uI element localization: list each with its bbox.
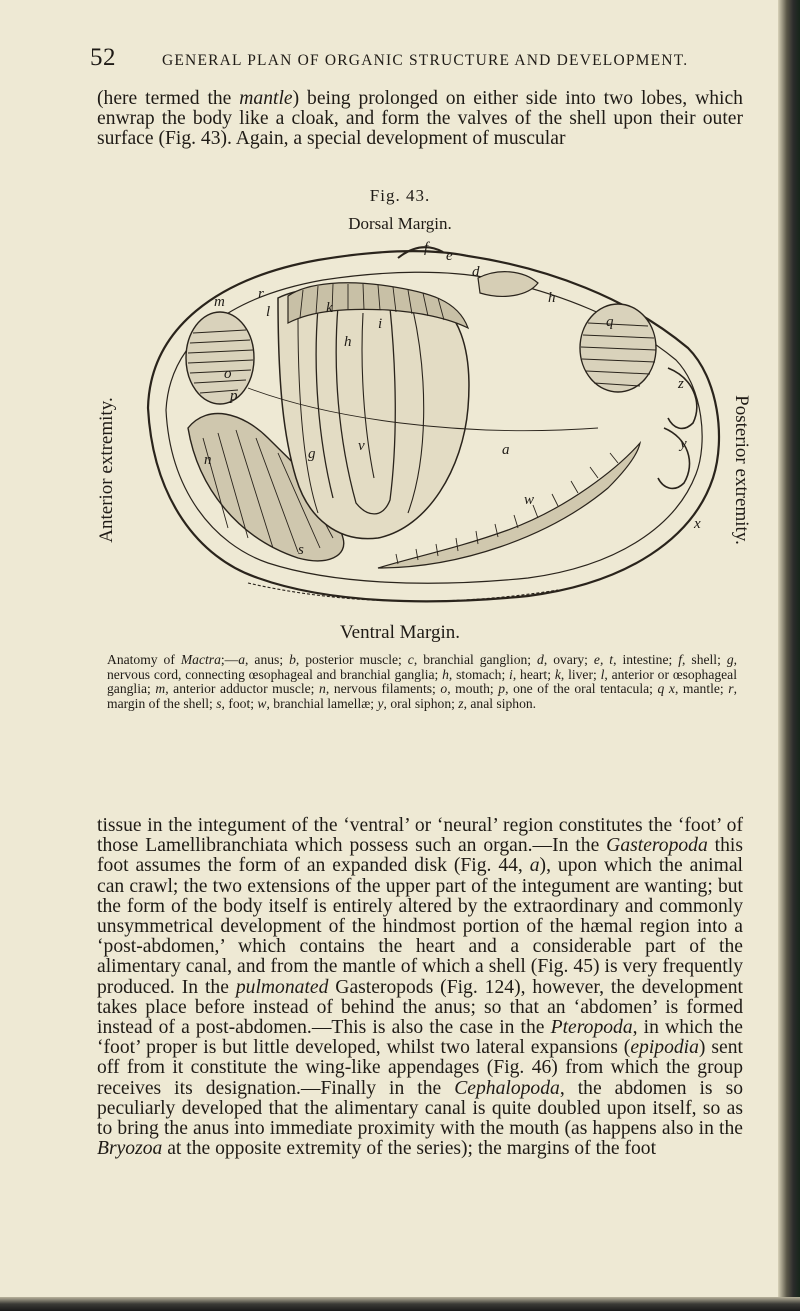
cap-34: q x: [657, 681, 675, 696]
mactra-anatomy-illustration: [128, 238, 728, 614]
para2-italic-bryozoa: Bryozoa: [97, 1138, 163, 1160]
label-i: i: [378, 316, 383, 332]
cap-2: Mactra: [180, 652, 221, 667]
posterior-label-box: [726, 345, 756, 595]
label-y: y: [680, 436, 687, 452]
anterior-extremity-label: Anterior extremity.: [96, 397, 117, 543]
cap-18: h: [442, 666, 449, 682]
cap-43: , oral siphon;: [383, 695, 459, 711]
para2-text-3: this foot assumes the form of an expanded disk (Fig. 44,: [97, 835, 743, 877]
label-s: s: [298, 542, 304, 558]
para2-text-7: Gasteropods (Fig. 124), however, the development takes place before instead of behind the anus; so that an ‘abdomen’ is formed instead of a post-abdomen.—This is also the case in the: [97, 976, 743, 1039]
ventral-margin-label: Ventral Margin.: [340, 622, 460, 643]
para2-text-5: ), upon which the animal can crawl; the two extensions of the upper part of the integument are wanting; but the form of the body itself is entirely altered by the extraordinary and commonly unsymmetrical development of the hindmost portion of the hæmal region into a ‘post-abdomen,’ which contains the heart and a considerable part of the alimentary canal, and from the mantle of which a shell (Fig. 45) is very frequently produced. In the: [97, 855, 743, 998]
cap-45: , anal siphon.: [463, 695, 537, 711]
cap-37: , margin of the shell;: [107, 681, 737, 711]
cap-35: , mantle;: [674, 681, 729, 696]
mactra-anatomy-figure: [128, 238, 728, 614]
cap-38: s: [216, 695, 222, 711]
cap-24: l: [600, 666, 605, 682]
para2-text-13: , the abdomen is so peculiarly developed that the alimentary canal is quite doubled upon itself, so as to bring the anus into immediate proximity with the mouth (as happens also in the: [97, 1077, 743, 1140]
para2-text-11: ) sent off from it constitute the wing-like appendages (Fig. 46) from which the group receives its designation.—Finally in the: [97, 1037, 743, 1099]
cap-29: , nervous filaments;: [325, 681, 441, 696]
cap-42: y: [377, 695, 384, 711]
cap-6: b: [289, 652, 296, 667]
cap-40: w: [257, 695, 267, 711]
cap-21: , heart;: [512, 666, 555, 682]
cap-20: i: [509, 666, 513, 682]
cap-15: , shell;: [682, 652, 727, 667]
paragraph-body: [97, 816, 743, 1159]
para2-text-9: , in which the ‘foot’ proper is but little developed, whilst two lateral expansions (: [97, 1017, 743, 1059]
page-number: 52: [90, 44, 116, 71]
label-x: x: [694, 516, 701, 532]
cap-8: c: [407, 652, 414, 667]
dorsal-margin-label: Dorsal Margin.: [348, 214, 452, 233]
visceral-mass: [278, 288, 469, 539]
heart: [478, 272, 538, 297]
label-q: q: [606, 314, 614, 330]
label-v: v: [358, 438, 365, 454]
cap-32: p: [498, 681, 506, 696]
label-w: w: [524, 492, 535, 508]
cap-23: , liver;: [560, 666, 601, 682]
cap-1: Anatomy of: [107, 652, 181, 667]
page-header: [90, 44, 740, 78]
label-h: h: [548, 290, 556, 306]
label-o: o: [224, 366, 232, 382]
label-f: f: [424, 240, 429, 256]
label-r: r: [258, 286, 264, 302]
label-n: n: [204, 452, 212, 468]
para2-italic-a: a: [529, 855, 540, 877]
label-z: z: [678, 376, 684, 392]
para2-italic-epipodia: epipodia: [630, 1037, 699, 1059]
para1-italic-mantle: mantle: [239, 88, 293, 109]
cap-41: , branchial lamellæ;: [266, 695, 378, 711]
cap-3: ;—: [220, 652, 239, 667]
cap-27: , anterior adductor muscle;: [165, 681, 320, 696]
cap-16: g: [726, 652, 734, 667]
cap-22: k: [554, 666, 561, 682]
para2-text-1: tissue in the integument of the ‘ventral’ or ‘neural’ region constitutes the ‘foot’ of those Lamellibranchiata which possess such an organ.—In the: [97, 815, 743, 857]
cap-11: , ovary;: [543, 652, 594, 667]
cap-44: z: [458, 695, 464, 711]
para1-text-1: (here termed the: [97, 88, 240, 109]
cap-12: e, t: [593, 652, 614, 667]
para2-italic-pulmonated: pulmonated: [235, 976, 329, 998]
cap-13: , intestine;: [613, 652, 679, 667]
para1-text-2: ) being prolonged on either side into two lobes, which enwrap the body like a cloak, and form the valves of the shell upon their outer surface (Fig. 43). Again, a special development of muscular: [97, 88, 743, 150]
para2-italic-gasteropoda: Gasteropoda: [606, 835, 708, 857]
cap-4: a: [238, 652, 246, 667]
cap-30: o: [440, 681, 448, 696]
page-edge-bottom: [0, 1297, 800, 1311]
para2-text-15: at the opposite extremity of the series); the margins of the foot: [162, 1138, 657, 1160]
cap-31: , mouth;: [447, 681, 499, 696]
cap-5: , anus;: [245, 652, 290, 667]
cap-33: , one of the oral tentacula;: [505, 681, 658, 696]
label-p: p: [230, 388, 238, 404]
posterior-extremity-label: Posterior extremity.: [731, 395, 752, 545]
label-h2: h: [344, 334, 352, 350]
cap-7: , posterior muscle;: [295, 652, 408, 667]
paragraph-intro: [97, 89, 743, 150]
para2-italic-cephalopoda: Cephalopoda: [454, 1077, 560, 1099]
figure-label: Fig. 43.: [369, 186, 431, 205]
label-m: m: [214, 294, 225, 310]
figure-caption: [107, 653, 737, 711]
running-head: GENERAL PLAN OF ORGANIC STRUCTURE AND DEVELOPMENT.: [162, 52, 689, 69]
label-g: g: [308, 446, 316, 462]
anterior-adductor-muscle: [186, 312, 254, 404]
cap-39: , foot;: [221, 695, 258, 711]
cap-25: , anterior or œsophageal ganglia;: [107, 666, 737, 696]
label-d: d: [472, 264, 480, 280]
anterior-label-box: [92, 345, 122, 595]
label-l: l: [266, 304, 271, 320]
label-k: k: [326, 300, 333, 316]
cap-28: n: [319, 681, 326, 696]
para2-italic-pteropoda: Pteropoda: [550, 1017, 633, 1039]
cap-10: d: [537, 652, 544, 667]
cap-26: m: [155, 681, 166, 696]
label-e: e: [446, 248, 453, 264]
cap-17: , nervous cord, connecting œsophageal and branchial ganglia;: [107, 652, 738, 682]
posterior-adductor-muscle: [580, 304, 656, 392]
cap-19: , stomach;: [448, 666, 510, 682]
cap-36: r: [728, 681, 734, 696]
cap-14: f: [678, 652, 683, 667]
cap-9: , branchial ganglion;: [413, 652, 538, 667]
label-a: a: [502, 442, 510, 458]
